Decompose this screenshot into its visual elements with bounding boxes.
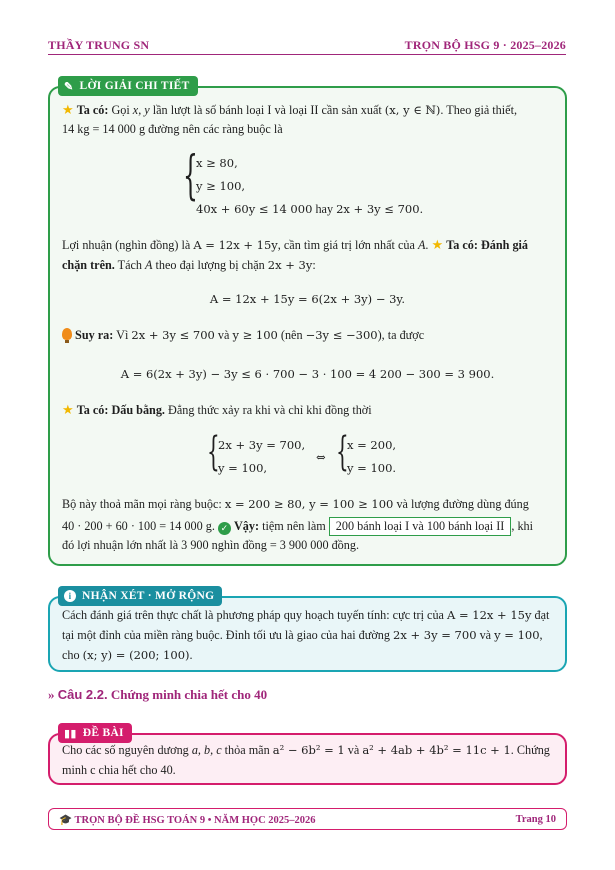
math: y ≥ 100	[232, 328, 278, 342]
bulb-icon	[62, 328, 72, 340]
system-brace: {	[183, 146, 198, 206]
math: 2x + 3y = 700	[393, 628, 477, 642]
equation-2: A = 6(2x + 3y) − 3y ≤ 6 · 700 − 3 · 100 = 4 200 − 300 = 3 900.	[120, 367, 495, 381]
text: Tách	[114, 258, 146, 272]
solution-line-6	[62, 402, 372, 418]
text: ,	[539, 628, 543, 642]
math: y = 100	[494, 628, 540, 642]
math: A = 12x + 15y	[447, 608, 532, 622]
math-set: (x, y ∈ ℕ)	[384, 103, 441, 117]
text: ), ta được	[377, 328, 425, 342]
solution-line-4	[62, 258, 316, 273]
solution-line-2: 14 kg = 14 000 g đường nên các ràng buộc là	[62, 122, 283, 136]
equivalence-arrow: ⇔	[316, 450, 326, 464]
remark-tag	[58, 586, 222, 606]
text: thỏa mãn	[221, 743, 273, 757]
text: và lượng đường dùng đúng	[393, 497, 529, 511]
text: Cách đánh giá trên thực chất là phương pháp quy hoạch tuyến tính: cực trị của	[62, 608, 447, 622]
problem-tag-label: ĐỀ BÀI	[82, 727, 124, 739]
solution-box	[48, 86, 567, 566]
label-suy-ra: Suy ra:	[75, 328, 114, 342]
question-title: Chứng minh chia hết cho 40	[110, 687, 268, 702]
text: theo đại lượng bị chặn	[152, 258, 268, 272]
text: .	[425, 238, 432, 252]
math-vars: x, y	[132, 103, 150, 117]
label-ta-co: Ta có:	[76, 103, 109, 117]
text: Vì	[113, 328, 132, 342]
text: 40 · 200 + 60 · 100 = 14 000 g.	[62, 519, 218, 533]
math: a² − 6b² = 1	[272, 743, 345, 757]
text-hay: hay	[315, 202, 334, 216]
check-icon: ✓	[218, 522, 231, 535]
problem-line-2: minh c chia hết cho 40.	[62, 763, 176, 777]
solution-tag	[58, 76, 198, 96]
text: Gọi	[111, 103, 133, 117]
text: .	[189, 648, 193, 662]
double-chevron-icon: »	[48, 687, 55, 702]
footer-bar	[48, 808, 567, 830]
info-icon: i	[64, 590, 76, 602]
text: tại một đỉnh của miền ràng buộc. Đỉnh tối ưu là giao của hai đường	[62, 628, 394, 642]
math-objective: A = 12x + 15y	[193, 238, 278, 252]
math-constraint: 40x + 60y ≤ 14 000	[196, 202, 313, 216]
math: a² + 4ab + 4b² = 11c + 1	[362, 743, 511, 757]
footer-left	[59, 813, 316, 826]
text: cho	[62, 648, 83, 662]
graduation-cap-icon: 🎓	[59, 814, 73, 826]
system2-right-brace: {	[336, 429, 349, 475]
answer-box: 200 bánh loại I và 100 bánh loại II	[329, 517, 512, 536]
footer-left-text: TRỌN BỘ ĐỀ HSG TOÁN 9 • NĂM HỌC 2025–2026	[74, 814, 316, 826]
math: 2x + 3y ≤ 700	[131, 328, 215, 342]
label-danh-gia: Ta có: Đánh giá	[446, 238, 529, 252]
solution-line-1	[62, 102, 517, 118]
header-right-title: TRỌN BỘ HSG 9 · 2025–2026	[404, 38, 566, 52]
text: tiệm nên làm	[259, 519, 329, 533]
text: Đẳng thức xảy ra khi và chỉ khi đồng thời	[164, 403, 372, 417]
text: đạt	[531, 608, 550, 622]
label-vay: Vậy:	[233, 519, 260, 533]
solution-line-9: đó lợi nhuận lớn nhất là 3 900 nghìn đồng = 3 900 000 đồng.	[62, 538, 360, 552]
solution-line-3	[62, 237, 528, 253]
system1-row-1: x ≥ 80,	[196, 156, 238, 170]
system2-left-brace: {	[207, 429, 220, 475]
star-icon: ★	[62, 102, 74, 117]
math-vars: a, b, c	[191, 743, 222, 757]
system2-left-row-1: 2x + 3y = 700,	[218, 438, 306, 452]
text: . Chứng	[510, 743, 550, 757]
footer-page: Trang 10	[515, 813, 556, 825]
solution-line-8	[62, 517, 533, 536]
text: . Theo giả thiết,	[440, 103, 517, 117]
label-dau-bang: Ta có: Dấu bằng.	[76, 403, 165, 417]
math: x = 200 ≥ 80, y = 100 ≥ 100	[224, 497, 394, 511]
label-chan-tren: chặn trên.	[62, 258, 115, 272]
header-divider	[48, 54, 566, 55]
math-expr: 2x + 3y	[267, 258, 313, 272]
solution-line-7	[62, 497, 529, 512]
math: (x; y) = (200; 100)	[82, 648, 190, 662]
book-icon: ▮▮	[64, 727, 77, 740]
question-heading	[48, 687, 267, 703]
system2-left-row-2: y = 100,	[218, 461, 268, 475]
system2-right-row-1: x = 200,	[347, 438, 397, 452]
text: Cho các số nguyên dương	[62, 743, 192, 757]
system1-row-2: y ≥ 100,	[196, 179, 246, 193]
text: , cần tìm giá trị lớn nhất của	[277, 238, 418, 252]
remark-line-3	[62, 648, 193, 663]
pen-icon: ✎	[64, 80, 74, 93]
remark-line-2	[62, 628, 543, 643]
text: và	[476, 628, 495, 642]
problem-line-1	[62, 743, 550, 758]
text: và	[214, 328, 233, 342]
solution-line-5	[62, 328, 424, 343]
math-A: A	[417, 238, 426, 252]
text: Lợi nhuận (nghìn đồng) là	[62, 238, 194, 252]
text: Bộ này thoả mãn mọi ràng buộc:	[62, 497, 225, 511]
math: −3y ≤ −300	[305, 328, 378, 342]
solution-tag-label: LỜI GIẢI CHI TIẾT	[79, 80, 190, 92]
text: lần lượt là số bánh loại I và loại II cần sản xuất	[149, 103, 385, 117]
header-left-title: THẦY TRUNG SN	[48, 38, 150, 52]
text: , khi	[511, 519, 534, 533]
remark-line-1	[62, 608, 549, 623]
star-icon: ★	[431, 237, 444, 252]
system1-row-3	[196, 202, 423, 217]
star-icon: ★	[62, 402, 74, 417]
text: (nên	[277, 328, 306, 342]
math-constraint-alt: 2x + 3y ≤ 700.	[336, 202, 424, 216]
math-A: A	[145, 258, 153, 272]
problem-tag	[58, 723, 132, 743]
question-number: Câu 2.2.	[57, 687, 108, 702]
system2-right-row-2: y = 100.	[347, 461, 397, 475]
equation-1: A = 12x + 15y = 6(2x + 3y) − 3y.	[209, 292, 406, 306]
text: :	[312, 258, 316, 272]
text: và	[344, 743, 363, 757]
remark-tag-label: NHẬN XÉT · MỞ RỘNG	[82, 590, 215, 602]
